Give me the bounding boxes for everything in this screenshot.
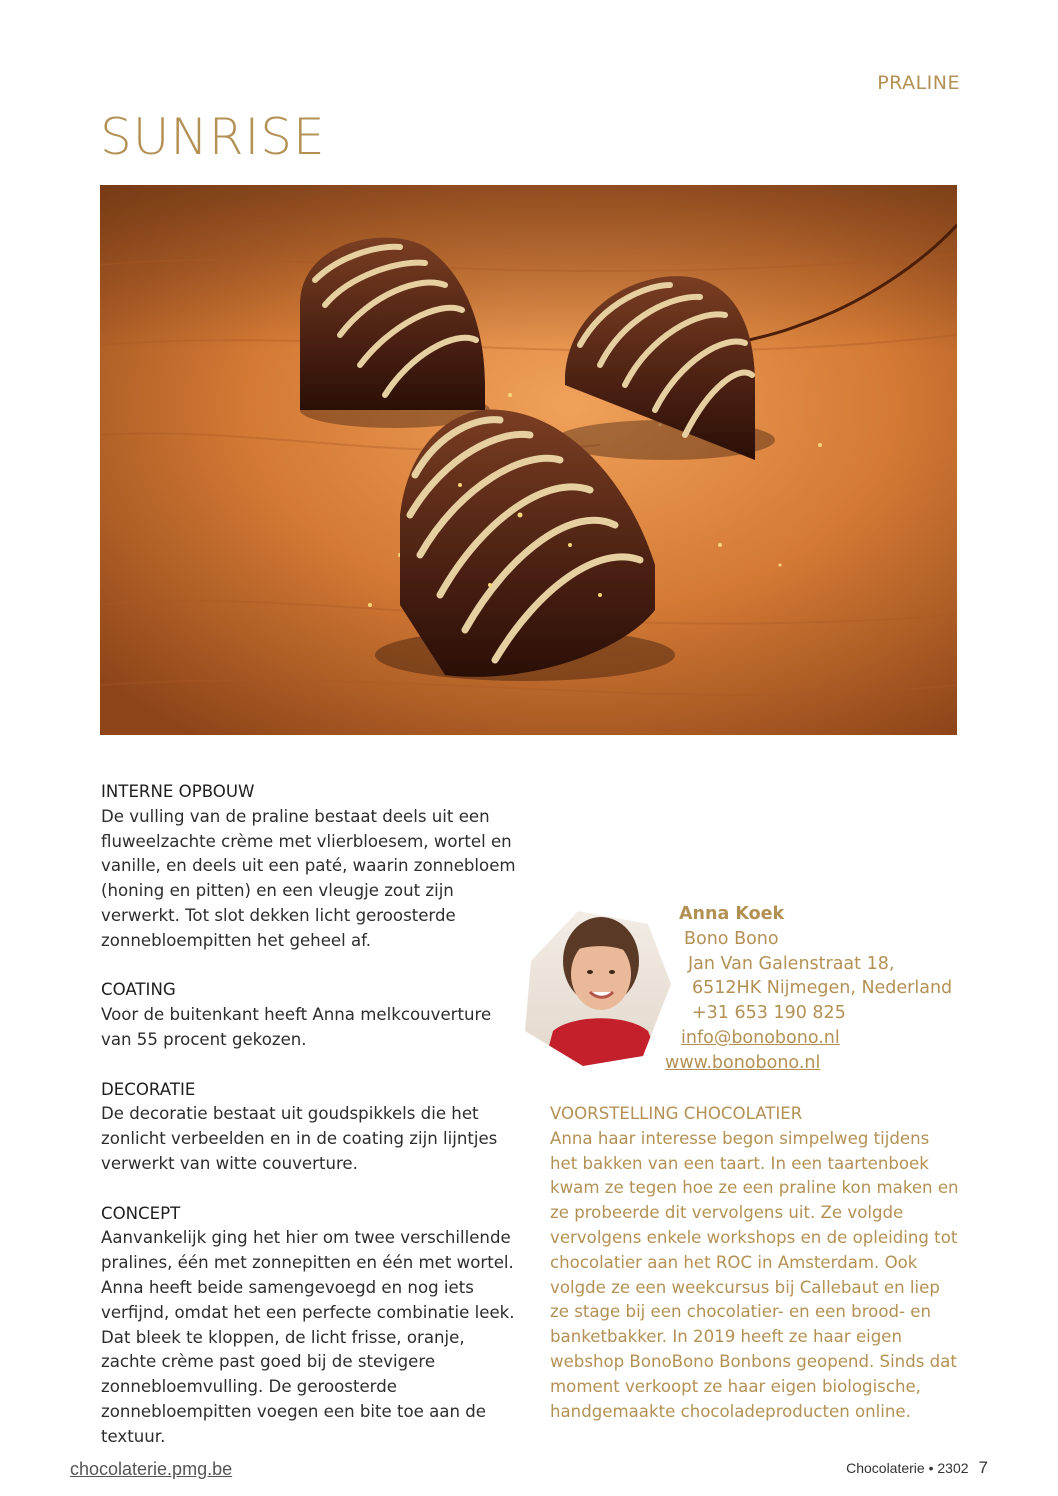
footer-magazine (846, 1458, 988, 1478)
page-number: 7 (978, 1458, 988, 1477)
pralines-image (100, 185, 957, 735)
section-heading-concept: CONCEPT (101, 1203, 181, 1223)
contact-block (660, 902, 960, 1076)
chocolatier-portrait (523, 906, 673, 1068)
contact-email-link[interactable]: info@bonobono.nl (681, 1027, 840, 1048)
footer-website-link[interactable]: chocolaterie.pmg.be (70, 1459, 233, 1479)
intro-heading: VOORSTELLING CHOCOLATIER (550, 1104, 803, 1123)
contact-website-link[interactable]: www.bonobono.nl (665, 1052, 821, 1073)
hero-photo (100, 185, 957, 735)
magazine-issue: Chocolaterie • 2302 (846, 1460, 969, 1476)
contact-phone: +31 653 190 825 (692, 1003, 846, 1024)
section-heading-interne-opbouw: INTERNE OPBOUW (101, 782, 255, 801)
section-body-interne-opbouw: De vulling van de praline bestaat deels uit een fluweelzachte crème met vlierbloesem, wortel en vanille, en deels uit een paté, waarin zonnebloem (honing en pitten) en een vleugje zout zijn verwerkt. Tot slot dekken licht geroosterde zonnebloempitten het geheel af. (101, 806, 516, 950)
section-heading-decoratie: DECORATIE (101, 1079, 196, 1099)
left-column (101, 780, 521, 1474)
contact-name: Anna Koek (679, 904, 785, 924)
section-body-coating: Voor de buitenkant heeft Anna melkcouverture van 55 procent gekozen. (101, 1005, 492, 1049)
contact-city: 6512HK Nijmegen, Nederland (692, 978, 953, 999)
intro-body: Anna haar interesse begon simpelweg tijdens het bakken van een taart. In een taartenboek kwam ze tegen hoe ze een praline kon maken en ze probeerde dit vervolgens uit. Ze volgde vervolgens enkele workshops en de opleiding tot chocolatier aan het ROC in Amsterdam. Ook volgde ze een weekcursus bij Callebaut en liep ze stage bij een chocolatier- en een brood- en banketbakker. In 2019 heeft ze haar eigen webshop BonoBono Bonbons geopend. Sinds dat moment verkoopt ze haar eigen biologische, handgemaakte chocoladeproducten online. (550, 1128, 959, 1421)
section-label: PRALINE (877, 72, 960, 94)
section-body-decoratie: De decoratie bestaat uit goudspikkels die het zonlicht verbeelden en in de coating zijn lijntjes verwerkt van witte couverture. (101, 1104, 498, 1173)
contact-company: Bono Bono (684, 928, 779, 949)
section-heading-coating: COATING (101, 980, 176, 1000)
page-title: SUNRISE (100, 108, 326, 166)
contact-street: Jan Van Galenstraat 18, (688, 953, 895, 974)
right-column (550, 1102, 960, 1424)
section-body-concept: Aanvankelijk ging het hier om twee verschillende pralines, één met zonnepitten en één met wortel. Anna heeft beide samengevoegd en nog iets verfijnd, omdat het een perfecte combinatie leek. Dat bleek te kloppen, de licht frisse, oranje, zachte crème past goed bij de stevigere zonnebloemvulling. De geroosterde zonnebloempitten voegen een bite toe aan de textuur. (101, 1228, 515, 1446)
